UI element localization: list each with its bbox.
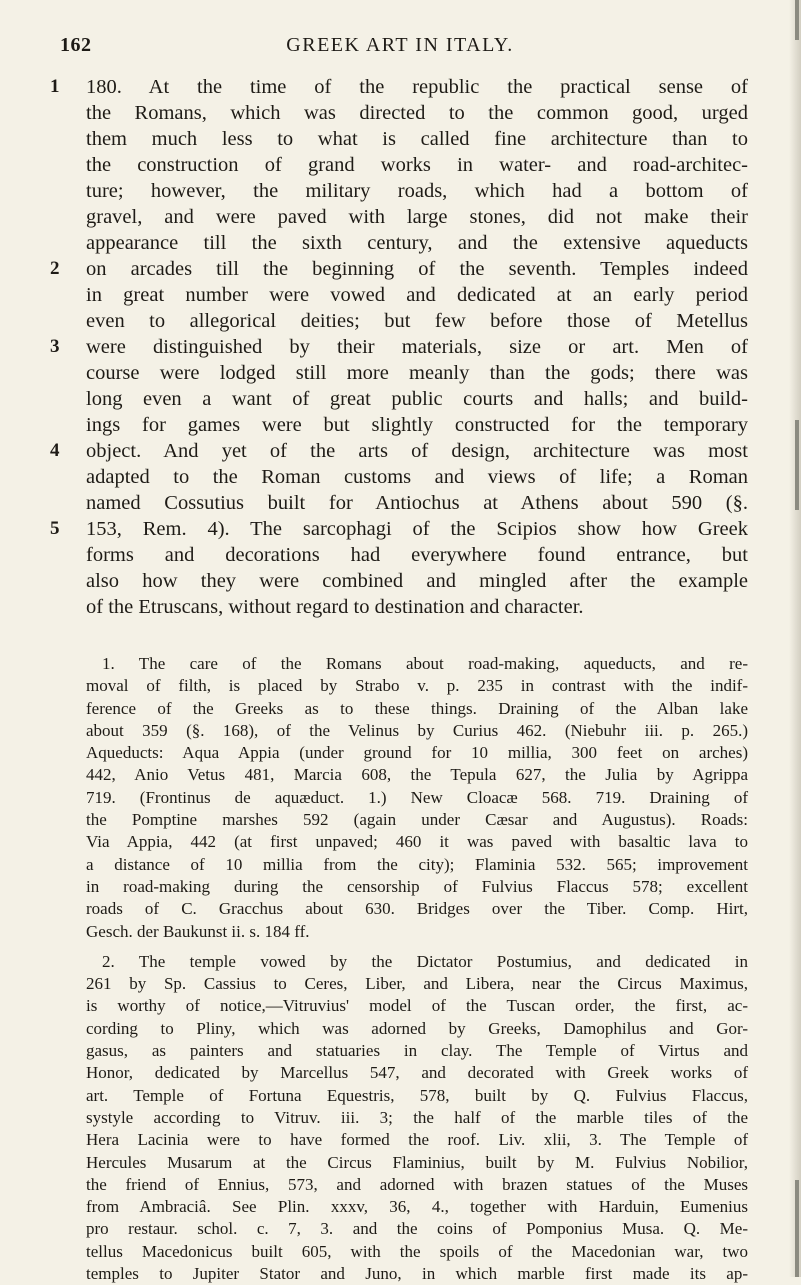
note-line: gasus, as painters and statuaries in clay. The Temple of Virtus and xyxy=(86,1041,748,1061)
text-line-content: course were lodged still more meanly than the gods; there was xyxy=(86,362,748,384)
text-line-content: were distinguished by their materials, size or art. Men of xyxy=(86,336,748,358)
text-line xyxy=(56,360,748,386)
note-line: 261 by Sp. Cassius to Ceres, Liber, and Libera, near the Circus Maximus, xyxy=(86,974,748,994)
note-line: Hercules Musarum at the Circus Flaminius, built by M. Fulvius Nobilior, xyxy=(86,1152,748,1172)
text-line-content: even to allegorical deities; but few before those of Metellus xyxy=(86,310,748,332)
text-line-content: long even a want of great public courts and halls; and build- xyxy=(86,388,748,410)
footnote-2 xyxy=(56,951,748,1285)
page-header xyxy=(60,34,720,64)
text-line xyxy=(50,438,748,464)
note-line: ference of the Greeks as to these things. Draining of the Alban lake xyxy=(86,698,748,718)
text-line xyxy=(56,178,748,204)
note-separator xyxy=(56,943,748,951)
note-line: about 359 (§. 168), of the Velinus by Curius 462. (Niebuhr iii. p. 265.) xyxy=(86,720,748,740)
text-line xyxy=(56,100,748,126)
margin-reference-number: 4 xyxy=(50,440,60,461)
note-line: tellus Macedonicus built 605, with the spoils of the Macedonian war, two xyxy=(86,1241,748,1261)
text-line xyxy=(56,282,748,308)
note-line: temples to Jupiter Stator and Juno, in which marble first made its ap- xyxy=(86,1264,748,1284)
note-line: art. Temple of Fortuna Equestris, 578, built by Q. Fulvius Flaccus, xyxy=(86,1085,748,1105)
text-line xyxy=(56,490,748,516)
margin-reference-number: 5 xyxy=(50,518,60,539)
text-line xyxy=(50,74,748,100)
text-line-content: forms and decorations had everywhere found entrance, but xyxy=(86,544,748,566)
text-line xyxy=(56,126,748,152)
text-line-content: 153, Rem. 4). The sarcophagi of the Scipios show how Greek xyxy=(86,518,748,540)
note-line: a distance of 10 millia from the city); Flaminia 532. 565; improvement xyxy=(86,854,748,874)
page-edge-mark xyxy=(795,1180,799,1277)
text-line xyxy=(50,334,748,360)
page-edge-shadow xyxy=(789,0,801,1277)
text-line-content: them much less to what is called fine architecture than to xyxy=(86,128,748,150)
text-line-content: ings for games were but slightly constructed for the temporary xyxy=(86,414,748,436)
text-line xyxy=(56,594,748,620)
text-line-content: of the Etruscans, without regard to destination and character. xyxy=(86,596,584,618)
page-number: 162 xyxy=(60,34,92,56)
text-line xyxy=(56,204,748,230)
text-line xyxy=(56,152,748,178)
text-line-content: object. And yet of the arts of design, architecture was most xyxy=(86,440,748,462)
note-line: pro restaur. schol. c. 7, 3. and the coins of Pomponius Musa. Q. Me- xyxy=(86,1219,748,1239)
text-line-content: 180. At the time of the republic the practical sense of xyxy=(86,76,748,98)
note-line: 2. The temple vowed by the Dictator Postumius, and dedicated in xyxy=(102,951,748,971)
text-line xyxy=(56,568,748,594)
note-line: roads of C. Gracchus about 630. Bridges over the Tiber. Comp. Hirt, xyxy=(86,899,748,919)
text-line-content: the construction of grand works in water- and road-architec- xyxy=(86,154,748,176)
note-line: Aqueducts: Aqua Appia (under ground for 10 millia, 300 feet on arches) xyxy=(86,743,748,763)
text-line-content: named Cossutius built for Antiochus at Athens about 590 (§. xyxy=(86,492,748,514)
note-line: Honor, dedicated by Marcellus 547, and decorated with Greek works of xyxy=(86,1063,748,1083)
note-line: Via Appia, 442 (at first unpaved; 460 it was paved with basaltic lava to xyxy=(86,832,748,852)
text-line xyxy=(56,464,748,490)
text-line-content: gravel, and were paved with large stones, did not make their xyxy=(86,206,748,228)
note-line: is worthy of notice,—Vitruvius' model of the Tuscan order, the first, ac- xyxy=(86,996,748,1016)
note-line: 442, Anio Vetus 481, Marcia 608, the Tepula 627, the Julia by Agrippa xyxy=(86,765,748,785)
page-edge-mark xyxy=(795,0,799,40)
note-line: moval of filth, is placed by Strabo v. p. 235 in contrast with the indif- xyxy=(86,676,748,696)
margin-reference-number: 1 xyxy=(50,76,60,97)
page-edge-mark xyxy=(795,420,799,510)
text-line xyxy=(50,256,748,282)
note-line: 1. The care of the Romans about road-making, aqueducts, and re- xyxy=(102,654,748,673)
text-line-content: on arcades till the beginning of the seventh. Temples indeed xyxy=(86,258,748,280)
note-line: from Ambraciâ. See Plin. xxxv, 36, 4., together with Harduin, Eumenius xyxy=(86,1197,748,1217)
margin-reference-number: 3 xyxy=(50,336,60,357)
text-line xyxy=(56,308,748,334)
note-line: 719. (Frontinus de aquæduct. 1.) New Cloacæ 568. 719. Draining of xyxy=(86,787,748,807)
text-line-content: ture; however, the military roads, which had a bottom of xyxy=(86,180,748,202)
running-title: GREEK ART IN ITALY. xyxy=(286,34,514,56)
footnotes xyxy=(56,653,748,1285)
text-line xyxy=(56,230,748,256)
text-line xyxy=(56,412,748,438)
note-line: Gesch. der Baukunst ii. s. 184 ff. xyxy=(86,921,310,941)
footnote-1 xyxy=(56,653,748,943)
text-line xyxy=(56,386,748,412)
text-line-content: adapted to the Roman customs and views of life; a Roman xyxy=(86,466,748,488)
note-line: systyle according to Vitruv. iii. 3; the half of the marble tiles of the xyxy=(86,1107,748,1127)
note-line: in road-making during the censorship of Fulvius Flaccus 578; excellent xyxy=(86,876,748,896)
main-paragraph xyxy=(50,74,748,620)
note-line: the Pomptine marshes 592 (again under Cæsar and Augustus). Roads: xyxy=(86,810,748,830)
text-line-content: in great number were vowed and dedicated at an early period xyxy=(86,284,748,306)
note-line: the friend of Ennius, 573, and adorned with brazen statues of the Muses xyxy=(86,1174,748,1194)
note-line: Hera Lacinia were to have formed the roof. Liv. xlii, 3. The Temple of xyxy=(86,1130,748,1150)
note-line: cording to Pliny, which was adorned by Greeks, Damophilus and Gor- xyxy=(86,1018,748,1038)
text-line-content: appearance till the sixth century, and the extensive aqueducts xyxy=(86,232,748,254)
text-line xyxy=(50,516,748,542)
margin-reference-number: 2 xyxy=(50,258,60,279)
text-line xyxy=(56,542,748,568)
text-line-content: the Romans, which was directed to the common good, urged xyxy=(86,102,748,124)
text-line-content: also how they were combined and mingled after the example xyxy=(86,570,748,592)
